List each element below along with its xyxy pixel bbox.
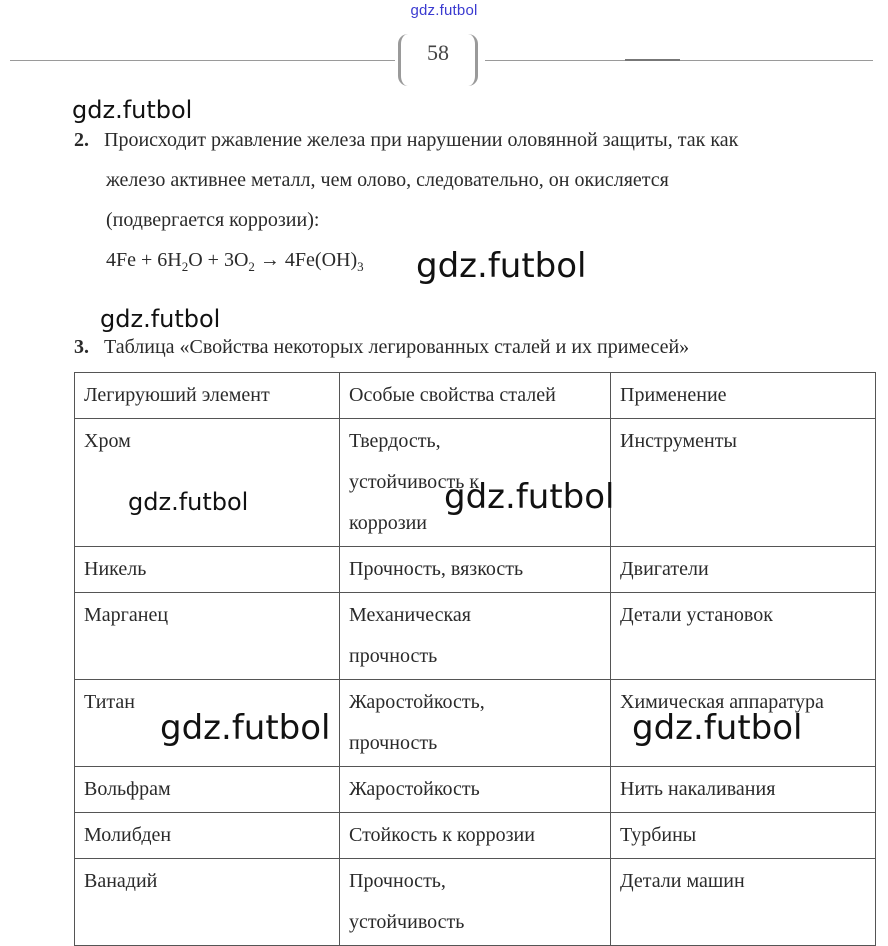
use-cell: Нить накаливания (611, 767, 876, 813)
item-3 (74, 327, 884, 367)
watermark: gdz.futbol (128, 488, 249, 516)
table-title: Таблица «Свойства некоторых легированных сталей и их примесей» (104, 336, 690, 358)
header-cell: Применение (611, 373, 876, 419)
watermark: gdz.futbol (444, 477, 615, 517)
table-row (75, 767, 876, 813)
element-cell: Никель (75, 547, 340, 593)
use-cell: Детали машин (611, 859, 876, 946)
reaction-equation: $4Fe + 6H_2O + 3O_2 \to 4Fe(OH)_3$ (106, 249, 364, 274)
header-cell: Особые свойства сталей (340, 373, 611, 419)
element-cell: Марганец (75, 593, 340, 680)
table-row (75, 593, 876, 680)
header-rule-dash (625, 59, 680, 61)
watermark: gdz.futbol (72, 96, 193, 124)
table-row (75, 859, 876, 946)
table-row (75, 547, 876, 593)
watermark: gdz.futbol (632, 708, 803, 748)
element-cell: Хром (75, 419, 340, 547)
properties-cell: Жаростойкость (340, 767, 611, 813)
table-header-row (75, 373, 876, 419)
use-cell: Химическая аппаратура (611, 680, 876, 767)
element-cell: Молибден (75, 813, 340, 859)
properties-cell: Прочность, устойчивость (340, 859, 611, 946)
element-cell: Титан (75, 680, 340, 767)
header-cell: Легируюший элемент (75, 373, 340, 419)
alloy-properties-table (74, 372, 876, 946)
properties-cell: Стойкость к коррозии (340, 813, 611, 859)
element-cell: Вольфрам (75, 767, 340, 813)
item-2-line-3: (подвергается коррозии): (106, 209, 320, 231)
item-2-line-1: 2. Происходит ржавление железа при нарушении оловянной защиты, так как (74, 120, 884, 160)
item-2-line-2: железо активнее металл, чем олово, следовательно, он окисляется (106, 169, 669, 191)
element-cell: Ванадий (75, 859, 340, 946)
watermark: gdz.futbol (160, 708, 331, 748)
properties-cell: Механическая прочность (340, 593, 611, 680)
watermark: gdz.futbol (100, 305, 221, 333)
header-rule-left (10, 60, 395, 61)
use-cell: Двигатели (611, 547, 876, 593)
properties-cell: Прочность, вязкость (340, 547, 611, 593)
table-row (75, 813, 876, 859)
properties-cell: Жаростойкость, прочность (340, 680, 611, 767)
page-number: 58 (427, 40, 449, 65)
watermark: gdz.futbol (416, 246, 587, 286)
use-cell: Детали установок (611, 593, 876, 680)
use-cell: Турбины (611, 813, 876, 859)
item-2-number: 2. (74, 129, 89, 151)
watermark-top: gdz.futbol (410, 2, 478, 19)
item-3-number: 3. (74, 336, 89, 358)
properties-cell: Твердость, устойчивость к коррозии (340, 419, 611, 547)
use-cell: Инструменты (611, 419, 876, 547)
